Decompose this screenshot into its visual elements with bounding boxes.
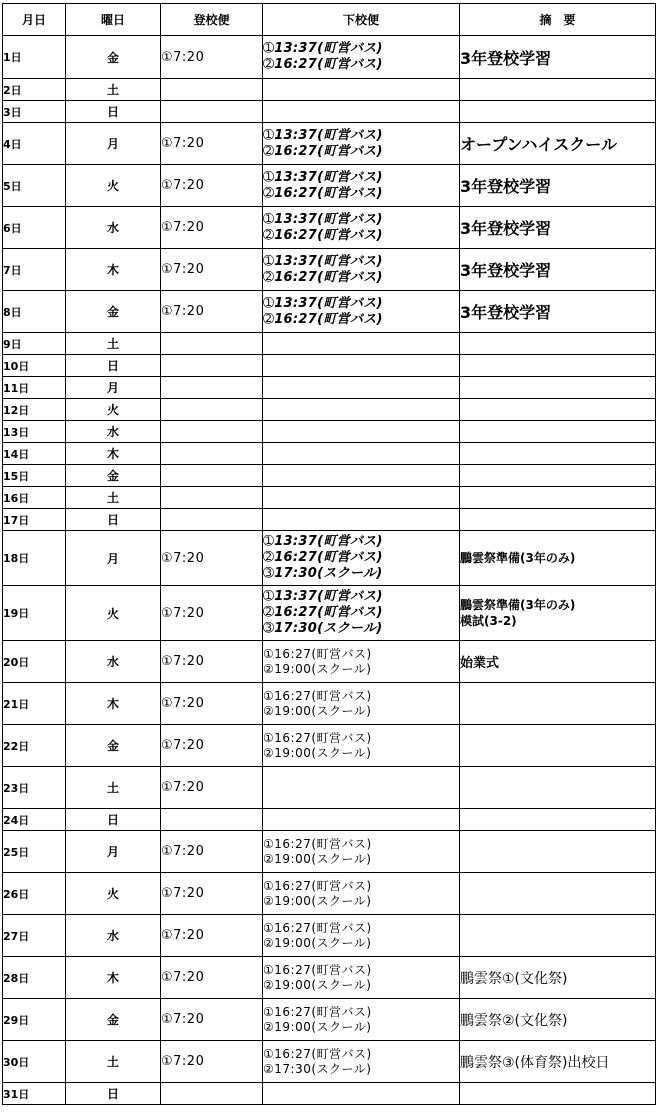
return-bus-line: ➀13:37(町営バス) (263, 253, 383, 269)
return-cell (263, 377, 460, 399)
notes-cell (460, 809, 656, 831)
table-row (3, 123, 656, 165)
return-cell (263, 915, 460, 957)
departure-cell: ①7:20 (161, 915, 263, 957)
return-cell (263, 421, 460, 443)
notes-cell (460, 377, 656, 399)
departure-cell: ①7:20 (161, 641, 263, 683)
weekday-cell: 金 (66, 291, 161, 333)
return-cell (263, 999, 460, 1041)
return-bus-line: ①16:27(町営バス) (263, 920, 372, 935)
return-bus-line: ①16:27(町営バス) (263, 730, 372, 745)
notes-cell (460, 355, 656, 377)
note-line: 3年登校学習 (460, 219, 552, 238)
return-cell (263, 207, 460, 249)
table-row (3, 487, 656, 509)
return-cell (263, 1041, 460, 1083)
date-cell: 13日 (3, 421, 66, 443)
return-cell (263, 586, 460, 641)
return-bus-line: ②19:00(スクール) (263, 661, 372, 676)
departure-cell: ①7:20 (161, 36, 263, 79)
return-cell (263, 333, 460, 355)
departure-cell: ①7:20 (161, 873, 263, 915)
return-cell (263, 443, 460, 465)
departure-cell (161, 487, 263, 509)
departure-cell (161, 443, 263, 465)
table-row (3, 831, 656, 873)
header-weekday: 曜日 (66, 4, 161, 36)
note-line: オープンハイスクール (460, 135, 617, 154)
return-bus-line: ➀13:37(町営バス) (263, 589, 383, 604)
return-bus-line: ①16:27(町営バス) (263, 1046, 372, 1061)
departure-cell: ①7:20 (161, 999, 263, 1041)
return-bus-line: ①16:27(町営バス) (263, 962, 372, 977)
weekday-cell: 月 (66, 831, 161, 873)
weekday-cell: 木 (66, 683, 161, 725)
date-cell: 26日 (3, 873, 66, 915)
date-cell: 3日 (3, 101, 66, 123)
table-row (3, 767, 656, 809)
notes-cell (460, 999, 656, 1041)
table-row (3, 333, 656, 355)
return-cell (263, 291, 460, 333)
notes-cell (460, 641, 656, 683)
weekday-cell: 月 (66, 377, 161, 399)
return-cell (263, 873, 460, 915)
date-cell: 16日 (3, 487, 66, 509)
return-bus-line: ②19:00(スクール) (263, 703, 372, 718)
date-cell: 11日 (3, 377, 66, 399)
return-bus-line: ➀13:37(町営バス) (263, 211, 383, 227)
table-row (3, 809, 656, 831)
weekday-cell: 日 (66, 101, 161, 123)
notes-cell (460, 443, 656, 465)
notes-cell (460, 915, 656, 957)
header-departure-bus: 登校便 (161, 4, 263, 36)
note-line: 鵬雲祭②(文化祭) (460, 1012, 568, 1029)
notes-cell (460, 101, 656, 123)
departure-cell (161, 421, 263, 443)
date-cell: 29日 (3, 999, 66, 1041)
return-cell (263, 165, 460, 207)
return-cell (263, 509, 460, 531)
weekday-cell: 火 (66, 586, 161, 641)
departure-cell (161, 355, 263, 377)
return-cell (263, 249, 460, 291)
departure-cell: ①7:20 (161, 165, 263, 207)
date-cell: 8日 (3, 291, 66, 333)
notes-cell (460, 487, 656, 509)
weekday-cell: 金 (66, 725, 161, 767)
weekday-cell: 木 (66, 249, 161, 291)
return-bus-line: ➂17:30(スクール) (263, 566, 383, 581)
return-bus-line: ➁16:27(町営バス) (263, 605, 383, 620)
weekday-cell: 水 (66, 421, 161, 443)
table-row (3, 873, 656, 915)
date-cell: 5日 (3, 165, 66, 207)
notes-cell (460, 531, 656, 586)
departure-cell (161, 377, 263, 399)
departure-cell (161, 809, 263, 831)
schedule-body (3, 36, 656, 1105)
return-cell (263, 487, 460, 509)
return-bus-line: ➁16:27(町営バス) (263, 269, 383, 285)
return-bus-line: ②17:30(スクール) (263, 1061, 372, 1076)
weekday-cell: 火 (66, 165, 161, 207)
notes-cell (460, 957, 656, 999)
date-cell: 30日 (3, 1041, 66, 1083)
return-bus-line: ➀13:37(町営バス) (263, 295, 383, 311)
return-cell (263, 767, 460, 809)
return-cell (263, 831, 460, 873)
return-cell (263, 531, 460, 586)
return-bus-line: ①16:27(町営バス) (263, 688, 372, 703)
return-cell (263, 355, 460, 377)
date-cell: 23日 (3, 767, 66, 809)
return-bus-line: ①16:27(町営バス) (263, 646, 372, 661)
note-line: 3年登校学習 (460, 48, 552, 68)
note-line: 模試(3-2) (460, 614, 517, 628)
departure-cell: ①7:20 (161, 123, 263, 165)
return-cell (263, 725, 460, 767)
weekday-cell: 火 (66, 399, 161, 421)
notes-cell (460, 831, 656, 873)
departure-cell (161, 509, 263, 531)
return-cell (263, 957, 460, 999)
notes-cell (460, 873, 656, 915)
table-row (3, 531, 656, 586)
return-bus-line: ②19:00(スクール) (263, 935, 372, 950)
table-row (3, 465, 656, 487)
notes-cell (460, 291, 656, 333)
weekday-cell: 木 (66, 443, 161, 465)
return-bus-line: ➂17:30(スクール) (263, 621, 383, 636)
departure-cell: ①7:20 (161, 249, 263, 291)
date-cell: 31日 (3, 1083, 66, 1105)
departure-cell (161, 465, 263, 487)
weekday-cell: 土 (66, 487, 161, 509)
table-row (3, 999, 656, 1041)
table-row (3, 915, 656, 957)
departure-cell: ①7:20 (161, 683, 263, 725)
return-bus-line: ①16:27(町営バス) (263, 836, 372, 851)
return-bus-line: ②19:00(スクール) (263, 1019, 372, 1034)
notes-cell (460, 509, 656, 531)
weekday-cell: 日 (66, 355, 161, 377)
table-row (3, 421, 656, 443)
notes-cell (460, 165, 656, 207)
return-cell (263, 123, 460, 165)
return-cell (263, 1083, 460, 1105)
weekday-cell: 金 (66, 36, 161, 79)
notes-cell (460, 333, 656, 355)
departure-cell (161, 1083, 263, 1105)
date-cell: 19日 (3, 586, 66, 641)
return-bus-line: ➁16:27(町営バス) (263, 143, 383, 159)
table-row (3, 399, 656, 421)
weekday-cell: 水 (66, 641, 161, 683)
return-cell (263, 399, 460, 421)
departure-cell (161, 333, 263, 355)
weekday-cell: 水 (66, 207, 161, 249)
schedule-table (2, 3, 656, 1105)
table-row (3, 586, 656, 641)
date-cell: 27日 (3, 915, 66, 957)
return-bus-line: ➁16:27(町営バス) (263, 311, 383, 327)
weekday-cell: 金 (66, 999, 161, 1041)
return-bus-line: ➁16:27(町営バス) (263, 57, 383, 72)
date-cell: 6日 (3, 207, 66, 249)
notes-cell (460, 1041, 656, 1083)
weekday-cell: 土 (66, 79, 161, 101)
weekday-cell: 月 (66, 123, 161, 165)
table-row (3, 683, 656, 725)
return-cell (263, 79, 460, 101)
weekday-cell: 土 (66, 767, 161, 809)
table-row (3, 79, 656, 101)
header-return-bus: 下校便 (263, 4, 460, 36)
note-line: 鵬雲祭③(体育祭)出校日 (460, 1054, 610, 1071)
weekday-cell: 火 (66, 873, 161, 915)
date-cell: 24日 (3, 809, 66, 831)
date-cell: 21日 (3, 683, 66, 725)
note-line: 始業式 (460, 656, 500, 671)
date-cell: 9日 (3, 333, 66, 355)
table-row (3, 641, 656, 683)
table-row (3, 355, 656, 377)
note-line: 鵬雲祭準備(3年のみ) (460, 598, 576, 612)
notes-cell (460, 767, 656, 809)
departure-cell: ①7:20 (161, 207, 263, 249)
return-bus-line: ➀13:37(町営バス) (263, 534, 383, 549)
notes-cell (460, 465, 656, 487)
return-cell (263, 683, 460, 725)
weekday-cell: 日 (66, 809, 161, 831)
date-cell: 18日 (3, 531, 66, 586)
note-line: 3年登校学習 (460, 261, 552, 280)
table-row (3, 101, 656, 123)
table-row (3, 443, 656, 465)
notes-cell (460, 421, 656, 443)
return-cell (263, 36, 460, 79)
return-cell (263, 809, 460, 831)
header-notes: 摘 要 (460, 4, 656, 36)
notes-cell (460, 1083, 656, 1105)
departure-cell: ①7:20 (161, 531, 263, 586)
table-row (3, 1041, 656, 1083)
note-line: 3年登校学習 (460, 177, 552, 196)
notes-cell (460, 123, 656, 165)
return-bus-line: ➀13:37(町営バス) (263, 169, 383, 185)
date-cell: 7日 (3, 249, 66, 291)
table-row (3, 1083, 656, 1105)
table-row (3, 207, 656, 249)
date-cell: 14日 (3, 443, 66, 465)
weekday-cell: 日 (66, 1083, 161, 1105)
departure-cell (161, 79, 263, 101)
notes-cell (460, 36, 656, 79)
table-row (3, 957, 656, 999)
date-cell: 17日 (3, 509, 66, 531)
date-cell: 2日 (3, 79, 66, 101)
notes-cell (460, 399, 656, 421)
notes-cell (460, 586, 656, 641)
date-cell: 1日 (3, 36, 66, 79)
weekday-cell: 水 (66, 915, 161, 957)
date-cell: 28日 (3, 957, 66, 999)
header-date: 月日 (3, 4, 66, 36)
return-cell (263, 641, 460, 683)
return-bus-line: ①16:27(町営バス) (263, 878, 372, 893)
return-bus-line: ➁16:27(町営バス) (263, 185, 383, 201)
table-row (3, 377, 656, 399)
date-cell: 12日 (3, 399, 66, 421)
date-cell: 22日 (3, 725, 66, 767)
table-row (3, 36, 656, 79)
departure-cell: ①7:20 (161, 291, 263, 333)
return-bus-line: ②19:00(スクール) (263, 977, 372, 992)
note-line: 鵬雲祭準備(3年のみ) (460, 551, 576, 565)
departure-cell: ①7:20 (161, 831, 263, 873)
return-bus-line: ➁16:27(町営バス) (263, 550, 383, 565)
table-row (3, 509, 656, 531)
header-row (3, 4, 656, 36)
return-bus-line: ②19:00(スクール) (263, 893, 372, 908)
return-bus-line: ➀13:37(町営バス) (263, 127, 383, 143)
return-bus-line: ②19:00(スクール) (263, 745, 372, 760)
departure-cell: ①7:20 (161, 1041, 263, 1083)
return-bus-line: ①16:27(町営バス) (263, 1004, 372, 1019)
date-cell: 10日 (3, 355, 66, 377)
date-cell: 15日 (3, 465, 66, 487)
return-bus-line: ②19:00(スクール) (263, 851, 372, 866)
return-cell (263, 101, 460, 123)
weekday-cell: 土 (66, 1041, 161, 1083)
return-bus-line: ➀13:37(町営バス) (263, 41, 383, 56)
weekday-cell: 日 (66, 509, 161, 531)
notes-cell (460, 249, 656, 291)
note-line: 3年登校学習 (460, 303, 552, 322)
date-cell: 4日 (3, 123, 66, 165)
return-cell (263, 465, 460, 487)
departure-cell: ①7:20 (161, 725, 263, 767)
notes-cell (460, 725, 656, 767)
departure-cell (161, 101, 263, 123)
return-bus-line: ➁16:27(町営バス) (263, 227, 383, 243)
table-row (3, 291, 656, 333)
weekday-cell: 金 (66, 465, 161, 487)
notes-cell (460, 207, 656, 249)
departure-cell: ①7:20 (161, 957, 263, 999)
weekday-cell: 月 (66, 531, 161, 586)
weekday-cell: 木 (66, 957, 161, 999)
table-row (3, 725, 656, 767)
date-cell: 25日 (3, 831, 66, 873)
notes-cell (460, 79, 656, 101)
departure-cell: ①7:20 (161, 767, 263, 809)
departure-cell (161, 399, 263, 421)
notes-cell (460, 683, 656, 725)
weekday-cell: 土 (66, 333, 161, 355)
departure-cell: ①7:20 (161, 586, 263, 641)
table-row (3, 165, 656, 207)
table-row (3, 249, 656, 291)
date-cell: 20日 (3, 641, 66, 683)
note-line: 鵬雲祭①(文化祭) (460, 970, 568, 987)
